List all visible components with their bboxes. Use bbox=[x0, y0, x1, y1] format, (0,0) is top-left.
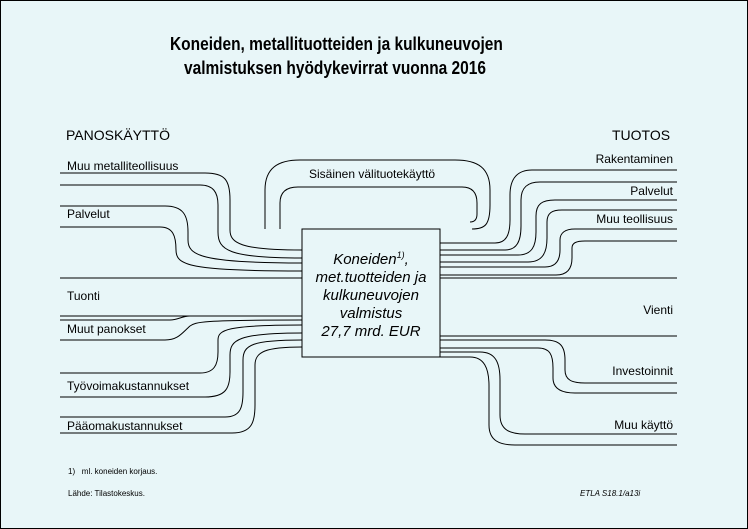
output-label-rakentaminen: Rakentaminen bbox=[595, 152, 673, 166]
diagram-title-line-2: valmistuksen hyödykevirrat vuonna 2016 bbox=[184, 58, 487, 78]
input-label-muut-panokset: Muut panokset bbox=[67, 322, 146, 336]
diagram-title-line-1: Koneiden, metallituotteiden ja kulkuneuvojen bbox=[170, 34, 503, 54]
output-label-vienti: Vienti bbox=[643, 303, 673, 317]
center-total-value: 27,7 mrd. EUR bbox=[321, 322, 421, 340]
input-label-tuonti: Tuonti bbox=[67, 289, 100, 303]
footnote bbox=[68, 467, 157, 477]
output-label-investoinnit: Investoinnit bbox=[612, 364, 673, 378]
flow-output-2 bbox=[440, 200, 677, 255]
flow-output-1 bbox=[440, 170, 677, 243]
output-label-palvelut: Palvelut bbox=[630, 184, 673, 198]
center-line-1-text: Koneiden bbox=[333, 250, 397, 268]
internal-loop-label: Sisäinen välituotekäyttö bbox=[309, 167, 436, 181]
center-line-1-comma: , bbox=[404, 250, 409, 268]
center-line-4: valmistus bbox=[339, 304, 403, 322]
output-label-muu-teollisuus: Muu teollisuus bbox=[596, 212, 673, 226]
chart-code: ETLA S18.1/a13i bbox=[580, 489, 641, 498]
flow-input-1-lower bbox=[60, 185, 302, 258]
input-label-tyovoimakustannukset: Työvoimakustannukset bbox=[67, 379, 190, 393]
center-line-1 bbox=[333, 246, 409, 269]
output-header: TUOTOS bbox=[612, 127, 671, 143]
input-label-palvelut: Palvelut bbox=[67, 207, 110, 221]
input-header: PANOSKÄYTTÖ bbox=[66, 127, 170, 143]
footnote-mark: 1) bbox=[68, 467, 76, 476]
input-label-paaomakustannukset: Pääomakustannukset bbox=[67, 419, 183, 433]
center-line-2: met.tuotteiden ja bbox=[315, 268, 427, 286]
input-label-muu-metalliteollisuus: Muu metalliteollisuus bbox=[67, 159, 179, 173]
internal-loop-inner bbox=[280, 187, 477, 229]
center-line-3: kulkuneuvojen bbox=[323, 286, 419, 304]
source-note: Lähde: Tilastokeskus. bbox=[68, 489, 145, 498]
output-label-muu-kaytto: Muu käyttö bbox=[614, 418, 673, 432]
flow-output-3 bbox=[440, 229, 677, 267]
footnote-ref: 1) bbox=[396, 249, 405, 260]
flow-input-4 bbox=[60, 316, 302, 320]
center-box bbox=[302, 229, 440, 357]
footnote-text: ml. koneiden korjaus. bbox=[81, 467, 158, 476]
